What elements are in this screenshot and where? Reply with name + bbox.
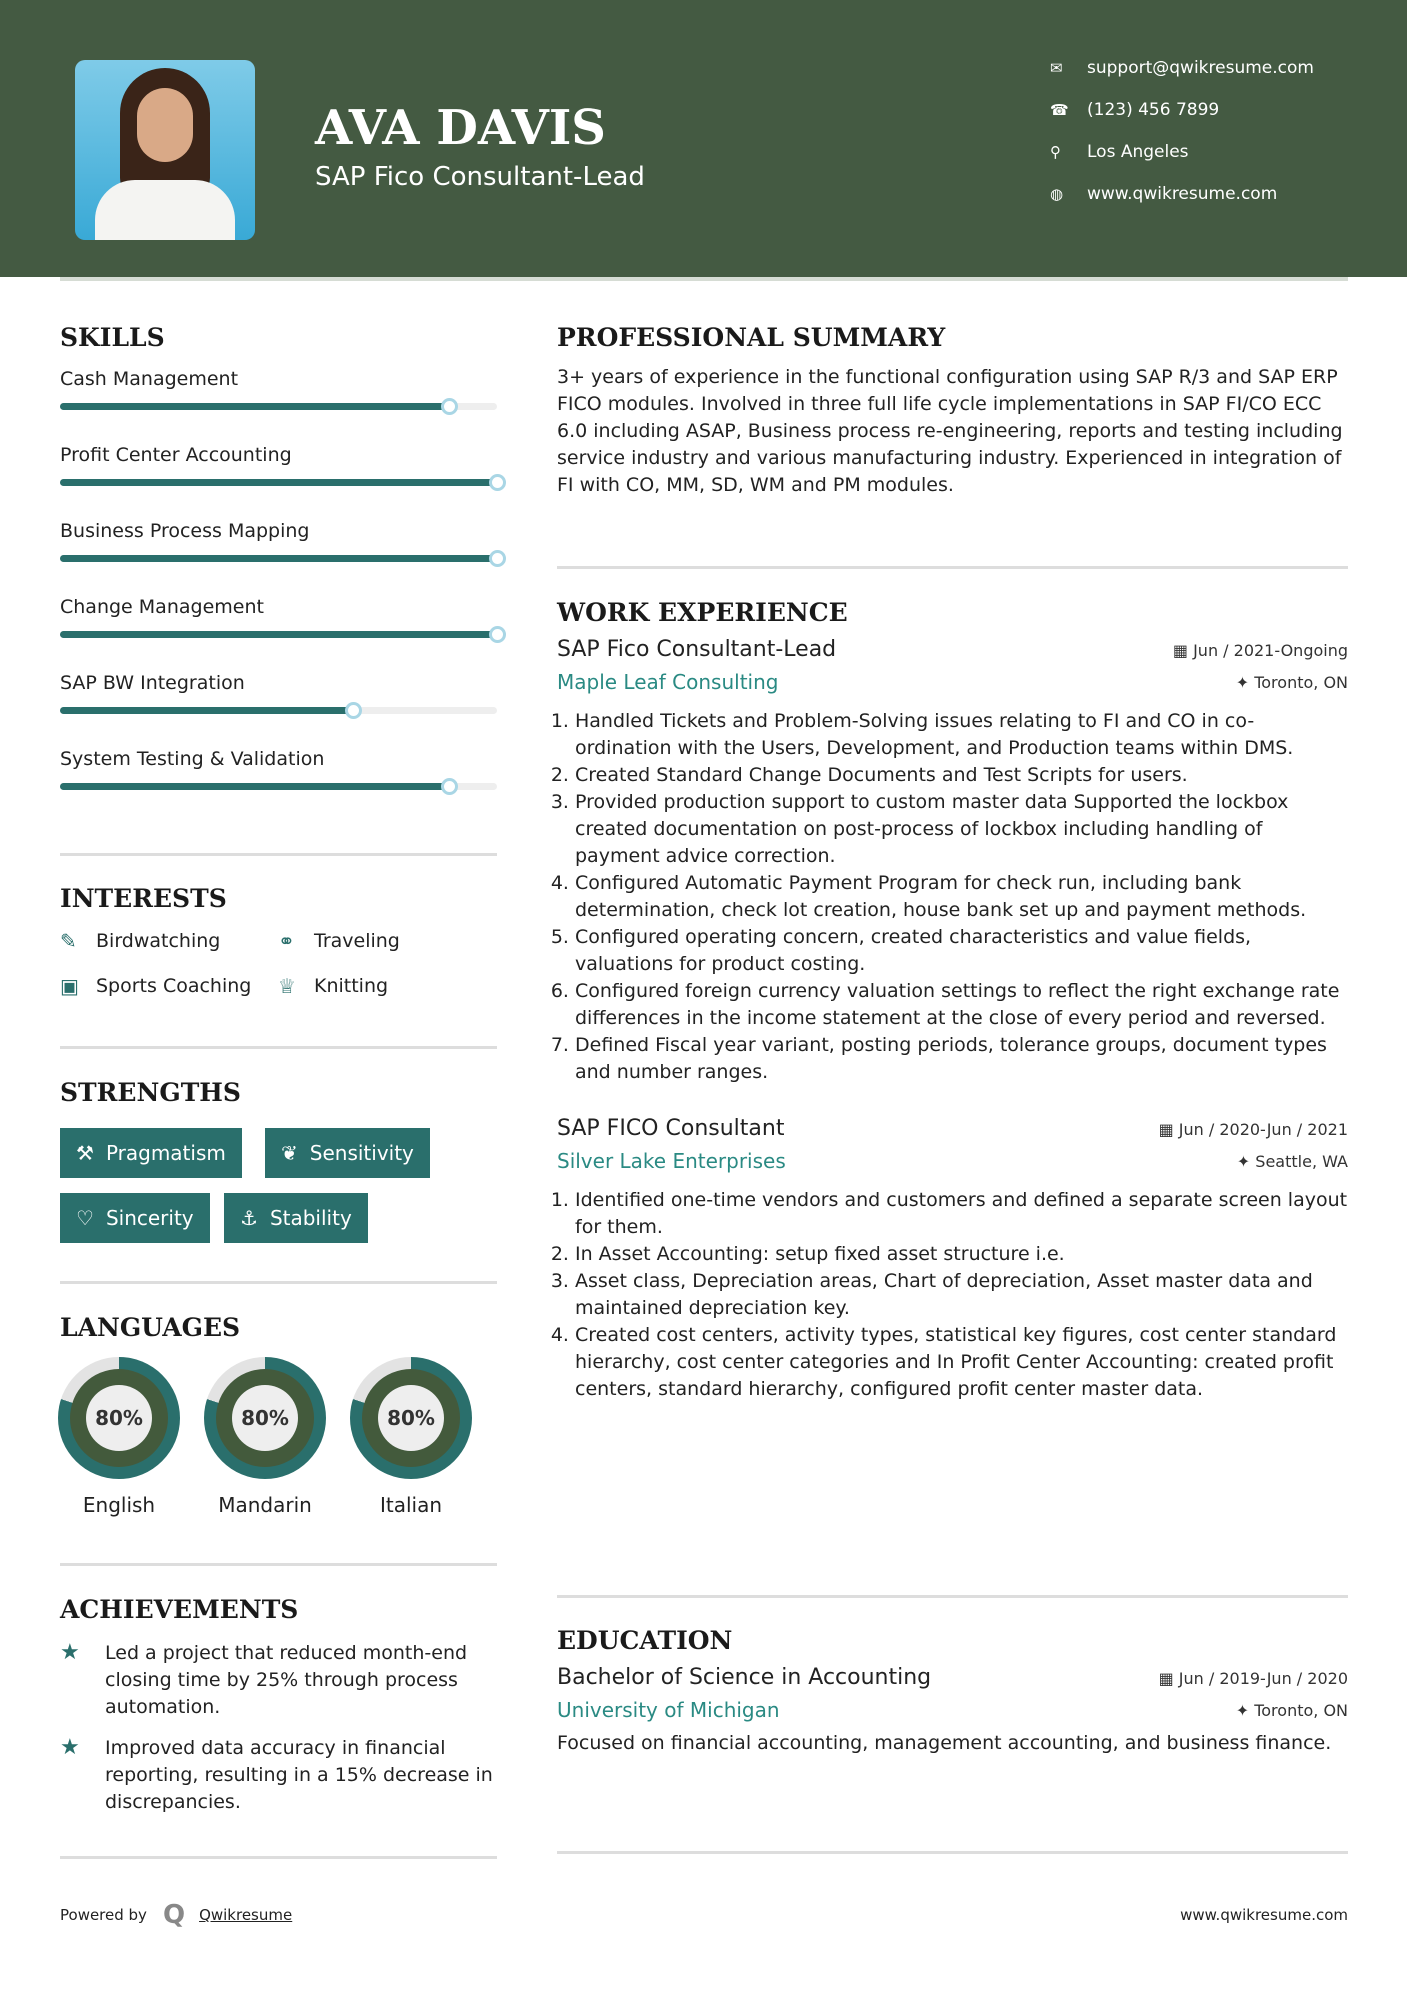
pin-icon: ✦ <box>1235 1701 1255 1720</box>
school-name: University of Michigan <box>557 1698 780 1722</box>
education-section <box>557 1626 1348 1757</box>
pin-icon: ✦ <box>1235 673 1255 692</box>
language-ring <box>350 1357 472 1479</box>
leaf-icon: ❦ <box>281 1141 298 1165</box>
skill-bar-fill <box>60 631 497 638</box>
achievement-item: ★ Improved data accuracy in financial reporting, resulting in a 15% decrease in discrepancies. <box>60 1735 500 1816</box>
job-bullets <box>557 1187 1348 1403</box>
heart-icon: ♡ <box>76 1206 94 1230</box>
job-title: SAP Fico Consultant-Lead <box>557 637 837 662</box>
degree: Bachelor of Science in Accounting <box>557 1665 932 1690</box>
profile-photo <box>75 60 255 240</box>
job-bullet: 5. Configured operating concern, created characteristics and value fields, valuations for product costing. <box>575 924 1348 978</box>
skill-bar-knob <box>345 702 362 719</box>
skill-item <box>60 672 497 694</box>
candidate-title: SAP Fico Consultant-Lead <box>315 162 645 192</box>
language-percent: 80% <box>86 1385 152 1451</box>
star-icon: ★ <box>60 1640 80 1665</box>
skill-item <box>60 596 497 618</box>
calendar-icon: ▦ <box>1158 1120 1179 1139</box>
job-bullet: 4. Configured Automatic Payment Program for check run, including bank determination, check lot creation, house bank set up and payment methods. <box>575 870 1348 924</box>
star-icon: ★ <box>60 1735 80 1760</box>
skill-bar-knob <box>489 626 506 643</box>
pin-icon: ✦ <box>1236 1152 1256 1171</box>
job-location: ✦ Toronto, ON <box>1235 673 1348 692</box>
edit-icon: ✎ <box>60 929 77 953</box>
footer-website[interactable]: www.qwikresume.com <box>1180 1906 1348 1924</box>
language-ring <box>58 1357 180 1479</box>
education-description: Focused on financial accounting, management accounting, and business finance. <box>557 1732 1332 1754</box>
gavel-icon: ⚒ <box>76 1141 94 1165</box>
briefcase-icon: ▣ <box>60 974 79 998</box>
job-bullet: 1. Identified one-time vendors and customers and defined a separate screen layout for them. <box>575 1187 1348 1241</box>
calendar-icon: ▦ <box>1172 641 1194 660</box>
language-item <box>204 1357 326 1517</box>
language-ring <box>204 1357 326 1479</box>
skills-heading: SKILLS <box>60 323 165 352</box>
skill-label: Cash Management <box>60 368 239 390</box>
job-bullet: 6. Configured foreign currency valuation settings to reflect the right exchange rate differences in the income statement at the close of every period and reversed. <box>575 978 1348 1032</box>
summary-section <box>557 323 1348 499</box>
candidate-name: AVA DAVIS <box>315 100 606 156</box>
skill-bar <box>60 707 497 714</box>
strength-tag: ⚒ Pragmatism <box>60 1128 242 1178</box>
summary-text: 3+ years of experience in the functional configuration using SAP R/3 and SAP ERP FICO modules. Involved in three full life cycle implementations in SAP FI/CO ECC 6.0 including ASAP, Business process re-engineering, reports and testing including service industry and various manufacturing industry. Experienced in integration of FI with CO, MM, SD, WM and PM modules. <box>557 366 1343 496</box>
skill-bar <box>60 631 497 638</box>
contact-location: ⚲ Los Angeles <box>1050 142 1189 162</box>
job-bullets <box>557 708 1348 1086</box>
skill-bar-fill <box>60 555 497 562</box>
experience-section <box>557 598 1348 1403</box>
skill-label: SAP BW Integration <box>60 672 245 694</box>
contact-phone: ☎ (123) 456 7899 <box>1050 100 1220 120</box>
job-title: SAP FICO Consultant <box>557 1116 785 1141</box>
map-pin-icon: ⚲ <box>1050 143 1061 161</box>
contact-website[interactable]: ◍ www.qwikresume.com <box>1050 184 1278 204</box>
interest-item: ⚭ Traveling <box>278 929 400 953</box>
language-percent: 80% <box>232 1385 298 1451</box>
job-entry <box>557 637 1348 1086</box>
phone-icon: ☎ <box>1050 101 1069 119</box>
job-bullet: 3. Provided production support to custom master data Supported the lockbox created documentation on post-process of lockbox including handling of payment advice correction. <box>575 789 1348 870</box>
skill-item <box>60 748 497 770</box>
language-item <box>58 1357 180 1517</box>
trophy-icon: ♕ <box>278 974 296 998</box>
job-date: ▦ Jun / 2021-Ongoing <box>1172 641 1348 660</box>
job-bullet: 2. In Asset Accounting: setup fixed asset structure i.e. <box>575 1241 1348 1268</box>
job-bullet: 3. Asset class, Depreciation areas, Chart of depreciation, Asset master data and maintained depreciation key. <box>575 1268 1348 1322</box>
interest-item: ♕ Knitting <box>278 974 389 998</box>
header-divider <box>60 277 1348 281</box>
binoculars-icon: ⚭ <box>278 929 295 953</box>
qwikresume-logo-icon: Q <box>162 1900 186 1930</box>
divider <box>60 1046 497 1049</box>
divider <box>557 1595 1348 1598</box>
skill-bar-knob <box>489 550 506 567</box>
envelope-icon: ✉ <box>1050 59 1063 77</box>
job-date: ▦ Jun / 2020-Jun / 2021 <box>1158 1120 1348 1139</box>
job-bullet: 7. Defined Fiscal year variant, posting periods, tolerance groups, document types and number ranges. <box>575 1032 1348 1086</box>
skill-bar-knob <box>441 778 458 795</box>
company-name: Silver Lake Enterprises <box>557 1149 786 1173</box>
qwikresume-link[interactable]: Qwikresume <box>199 1906 293 1924</box>
job-entry <box>557 1116 1348 1403</box>
education-location: ✦ Toronto, ON <box>1235 1701 1348 1720</box>
language-item <box>350 1357 472 1517</box>
skill-bar <box>60 403 497 410</box>
globe-icon: ◍ <box>1050 185 1064 203</box>
interest-item: ✎ Birdwatching <box>60 929 221 953</box>
interest-item: ▣ Sports Coaching <box>60 974 252 998</box>
education-heading: EDUCATION <box>557 1626 733 1655</box>
skill-bar-knob <box>489 474 506 491</box>
divider <box>60 1563 497 1566</box>
skill-label: Profit Center Accounting <box>60 444 292 466</box>
experience-heading: WORK EXPERIENCE <box>557 598 848 627</box>
header <box>0 0 1407 277</box>
divider <box>60 1281 497 1284</box>
skill-label: Change Management <box>60 596 264 618</box>
job-location: ✦ Seattle, WA <box>1236 1152 1348 1171</box>
calendar-icon: ▦ <box>1158 1669 1179 1688</box>
achievements-heading: ACHIEVEMENTS <box>60 1595 299 1624</box>
language-name: Italian <box>379 1493 443 1517</box>
divider <box>557 566 1348 569</box>
skill-bar <box>60 479 497 486</box>
anchor-icon: ⚓ <box>240 1206 258 1230</box>
job-bullet: 4. Created cost centers, activity types, statistical key figures, cost center standard hierarchy, cost center categories and In Profit Center Accounting: created profit centers, standard hierarchy, configured profit center master data. <box>575 1322 1348 1403</box>
education-date: ▦ Jun / 2019-Jun / 2020 <box>1158 1669 1348 1688</box>
language-percent: 80% <box>378 1385 444 1451</box>
skill-bar-fill <box>60 783 449 790</box>
contact-email[interactable]: ✉ support@qwikresume.com <box>1050 58 1314 78</box>
job-bullet: 1. Handled Tickets and Problem-Solving issues relating to FI and CO in co-ordination with the Users, Development, and Production teams within DMS. <box>575 708 1348 762</box>
skill-label: Business Process Mapping <box>60 520 310 542</box>
divider <box>557 1851 1348 1854</box>
skill-bar-fill <box>60 479 497 486</box>
job-bullet: 2. Created Standard Change Documents and Test Scripts for users. <box>575 762 1348 789</box>
skill-bar <box>60 555 497 562</box>
skill-bar-fill <box>60 403 449 410</box>
skill-item <box>60 368 497 390</box>
strength-tag: ⚓ Stability <box>224 1193 368 1243</box>
skill-bar <box>60 783 497 790</box>
summary-heading: PROFESSIONAL SUMMARY <box>557 323 946 352</box>
skill-bar-knob <box>441 398 458 415</box>
strength-tag: ❦ Sensitivity <box>265 1128 430 1178</box>
divider <box>60 853 497 856</box>
interests-heading: INTERESTS <box>60 884 227 913</box>
skill-item <box>60 520 497 542</box>
language-name: English <box>82 1493 156 1517</box>
skill-label: System Testing & Validation <box>60 748 325 770</box>
strengths-heading: STRENGTHS <box>60 1078 241 1107</box>
company-name: Maple Leaf Consulting <box>557 670 779 694</box>
divider <box>60 1856 497 1859</box>
strength-tag: ♡ Sincerity <box>60 1193 210 1243</box>
achievement-item: ★ Led a project that reduced month-end closing time by 25% through process automation. <box>60 1640 500 1721</box>
languages-heading: LANGUAGES <box>60 1313 241 1342</box>
footer-powered: Powered by Q Qwikresume <box>60 1900 293 1930</box>
language-name: Mandarin <box>218 1493 312 1517</box>
skill-bar-fill <box>60 707 353 714</box>
skill-item <box>60 444 497 466</box>
